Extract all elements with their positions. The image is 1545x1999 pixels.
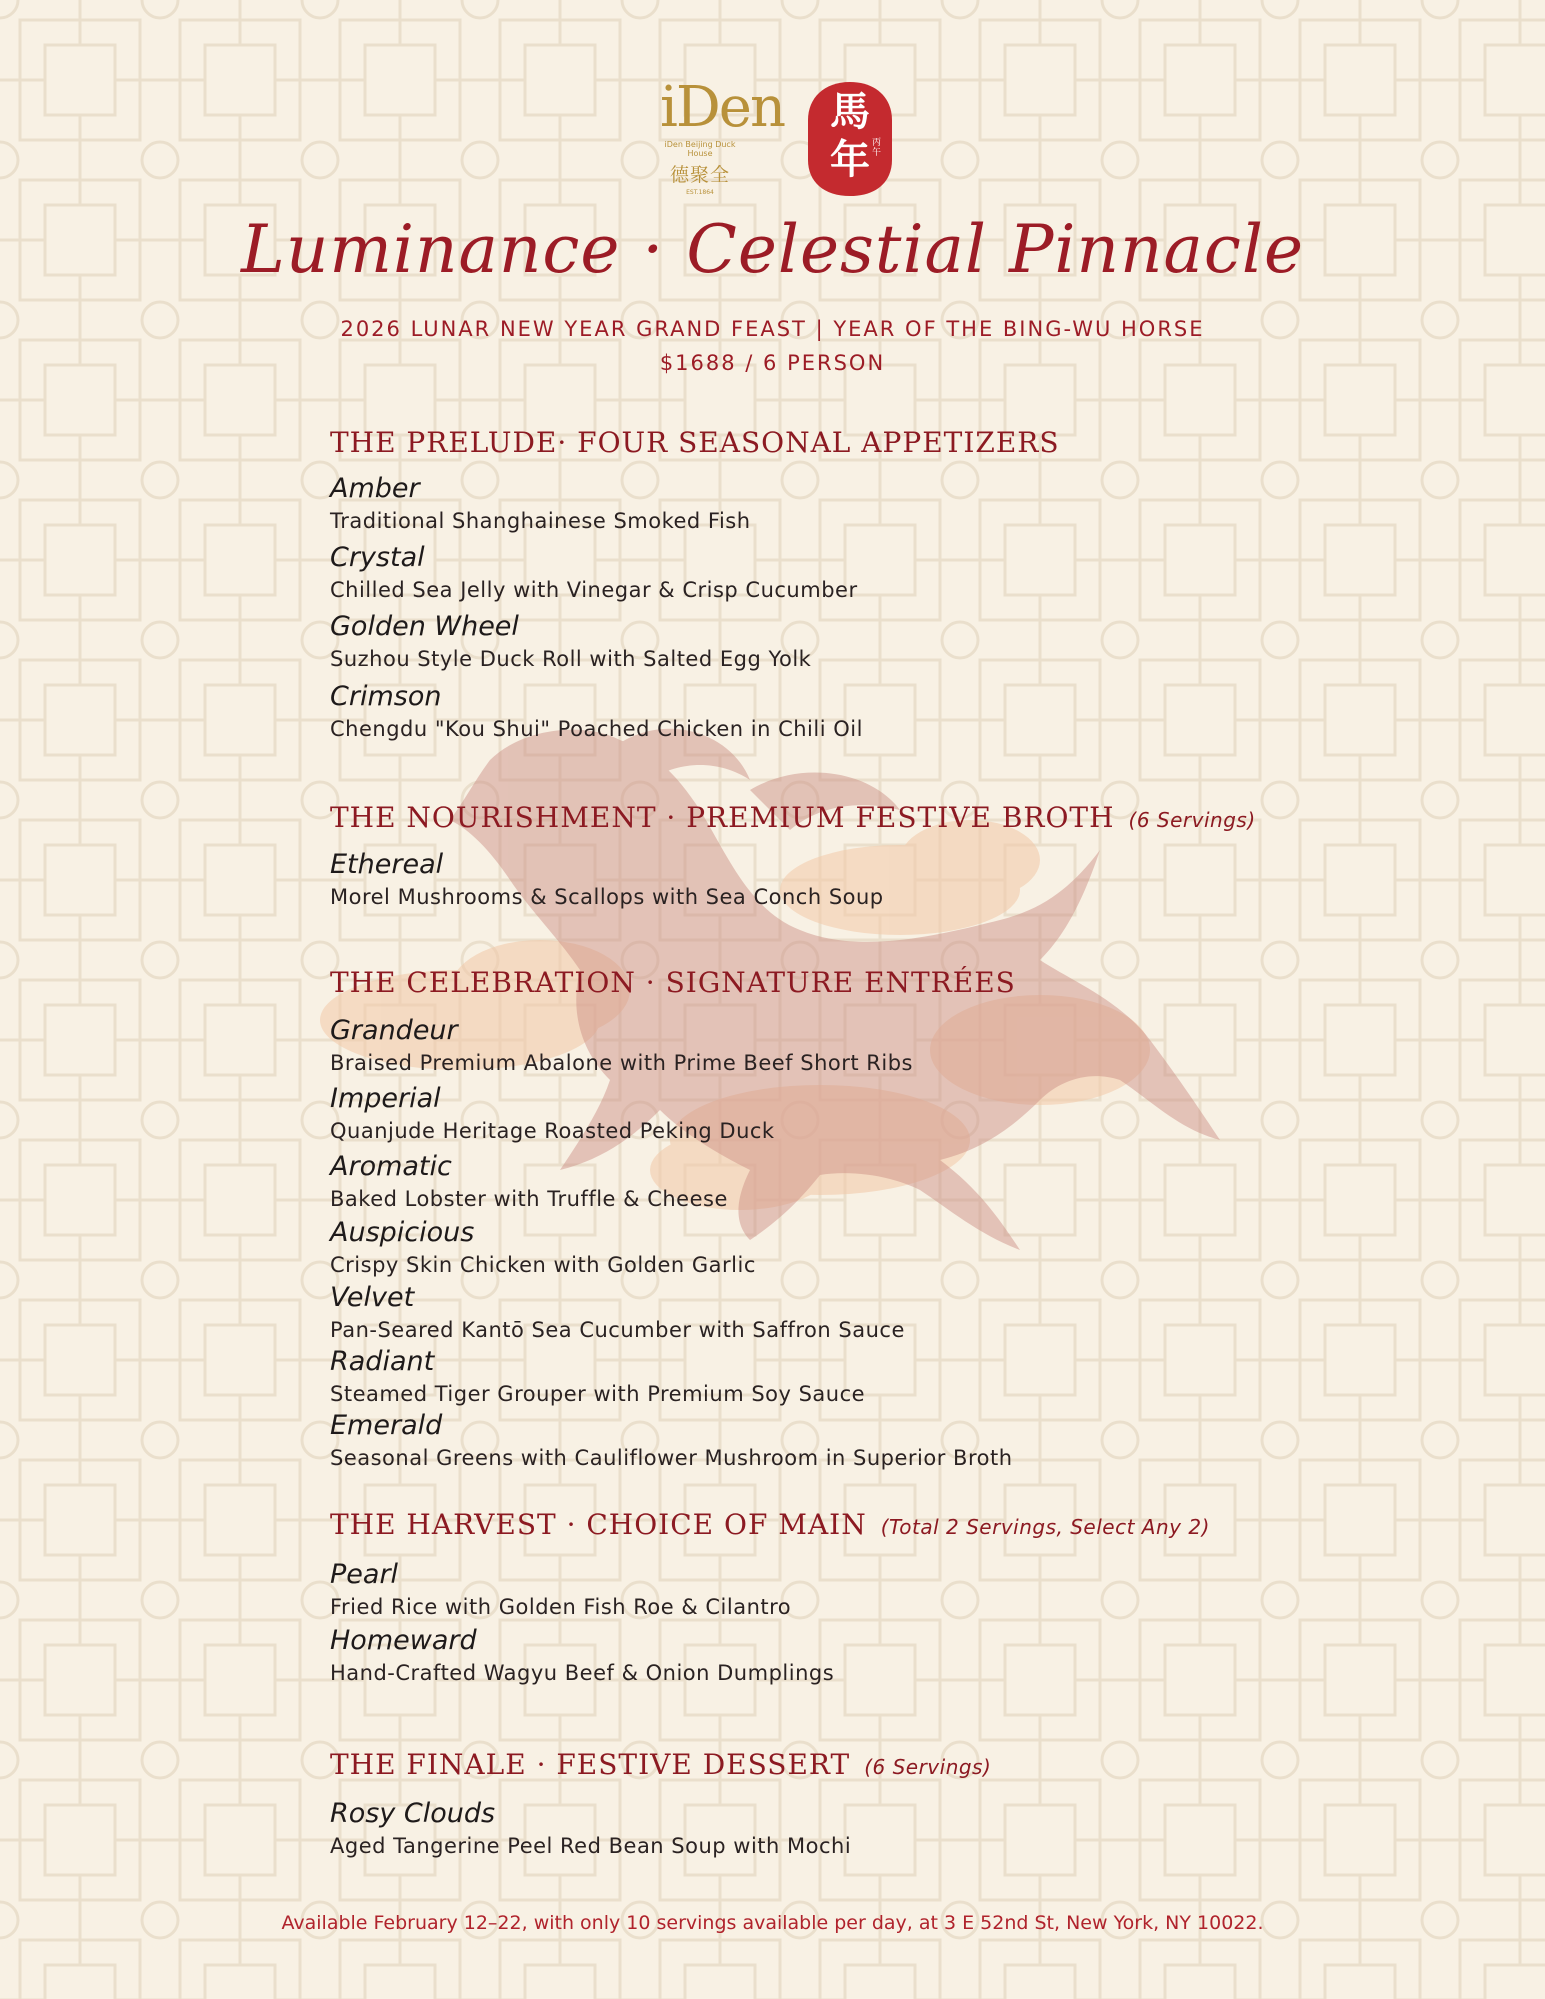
seal-character-bottom: 年 [830, 136, 870, 183]
dish-description: Aged Tangerine Peel Red Bean Soup with Mochi [330, 1834, 852, 1858]
dish-name: Imperial [330, 1083, 441, 1114]
section-title-finale [330, 1748, 991, 1781]
dish-name: Amber [330, 473, 420, 504]
menu-item [330, 1409, 1013, 1473]
dish-name: Golden Wheel [330, 611, 519, 642]
dish-description: Pan-Seared Kantō Sea Cucumber with Saffron Sauce [330, 1318, 905, 1342]
menu-subtitle: 2026 LUNAR NEW YEAR GRAND FEAST | YEAR OF THE BING-WU HORSE [340, 317, 1205, 341]
menu-item [330, 680, 863, 744]
menu-item [330, 472, 751, 536]
dish-name: Crystal [330, 542, 425, 573]
dish-name: Rosy Clouds [330, 1798, 496, 1829]
dish-name: Homeward [330, 1625, 477, 1656]
menu-item [330, 610, 811, 674]
iden-logo-word: iDen [660, 75, 785, 140]
dish-description: Crispy Skin Chicken with Golden Garlic [330, 1253, 756, 1277]
menu-price: $1688 / 6 PERSON [659, 351, 886, 375]
iden-logo-est: EST.1864 [686, 189, 714, 196]
section-heading: THE NOURISHMENT · PREMIUM FESTIVE BROTH [330, 801, 1115, 834]
dish-description: Morel Mushrooms & Scallops with Sea Conch Soup [330, 885, 884, 909]
year-of-horse-seal [806, 80, 894, 198]
section-note: (Total 2 Servings, Select Any 2) [880, 1515, 1210, 1539]
menu-item [330, 1797, 851, 1861]
menu-title: Luminance · Celestial Pinnacle [240, 211, 1305, 288]
section-title-prelude [330, 426, 1060, 459]
menu-item [330, 1014, 913, 1078]
menu-item [330, 1624, 834, 1688]
section-title-nourishment [330, 801, 1256, 834]
menu-subtitle-block [0, 312, 1545, 380]
dish-name: Ethereal [330, 849, 444, 880]
section-heading: THE FINALE · FESTIVE DESSERT [330, 1748, 851, 1781]
section-note: (6 Servings) [1128, 808, 1256, 832]
dish-name: Emerald [330, 1410, 443, 1441]
dish-description: Steamed Tiger Grouper with Premium Soy Sauce [330, 1382, 866, 1406]
dish-description: Chilled Sea Jelly with Vinegar & Crisp Cucumber [330, 578, 858, 602]
dish-description: Quanjude Heritage Roasted Peking Duck [330, 1119, 775, 1143]
dish-name: Pearl [330, 1559, 399, 1590]
section-title-harvest [330, 1508, 1210, 1541]
dish-name: Crimson [330, 681, 442, 712]
iden-logo-subtitle: iDen Beijing Duck House [664, 140, 736, 158]
dish-description: Chengdu "Kou Shui" Poached Chicken in Chili Oil [330, 717, 863, 741]
dish-description: Braised Premium Abalone with Prime Beef Short Ribs [330, 1051, 913, 1075]
dish-description: Baked Lobster with Truffle & Cheese [330, 1187, 728, 1211]
menu-item [330, 1558, 791, 1622]
menu-item [330, 541, 858, 605]
section-note: (6 Servings) [864, 1755, 992, 1779]
section-heading: THE HARVEST · CHOICE OF MAIN [330, 1508, 867, 1541]
section-heading: THE CELEBRATION · SIGNATURE ENTRÉES [330, 966, 1016, 999]
availability-footer: Available February 12–22, with only 10 servings available per day, at 3 E 52nd St, New York, NY 10022. [281, 1912, 1264, 1934]
iden-logo-chinese: 德聚全 [669, 164, 730, 186]
dish-description: Traditional Shanghainese Smoked Fish [330, 509, 751, 533]
dish-description: Suzhou Style Duck Roll with Salted Egg Yolk [330, 647, 812, 671]
dish-name: Grandeur [330, 1015, 458, 1046]
seal-character-top: 馬 [830, 88, 870, 135]
dish-description: Hand-Crafted Wagyu Beef & Onion Dumplings [330, 1661, 835, 1685]
section-heading: THE PRELUDE· FOUR SEASONAL APPETIZERS [330, 426, 1060, 459]
section-title-celebration [330, 966, 1016, 999]
menu-item [330, 1082, 775, 1146]
seal-small-characters: 丙午 [872, 138, 882, 158]
menu-item [330, 1281, 905, 1345]
dish-description: Seasonal Greens with Cauliflower Mushroom in Superior Broth [330, 1446, 1013, 1470]
iden-logo [660, 75, 785, 200]
dish-name: Aromatic [330, 1151, 452, 1182]
menu-item [330, 1216, 756, 1280]
dish-name: Radiant [330, 1346, 435, 1377]
dish-name: Velvet [330, 1282, 415, 1313]
dish-description: Fried Rice with Golden Fish Roe & Cilantro [330, 1595, 792, 1619]
menu-item [330, 1345, 865, 1409]
dish-name: Auspicious [330, 1217, 475, 1248]
menu-item [330, 1150, 728, 1214]
menu-item [330, 848, 884, 912]
